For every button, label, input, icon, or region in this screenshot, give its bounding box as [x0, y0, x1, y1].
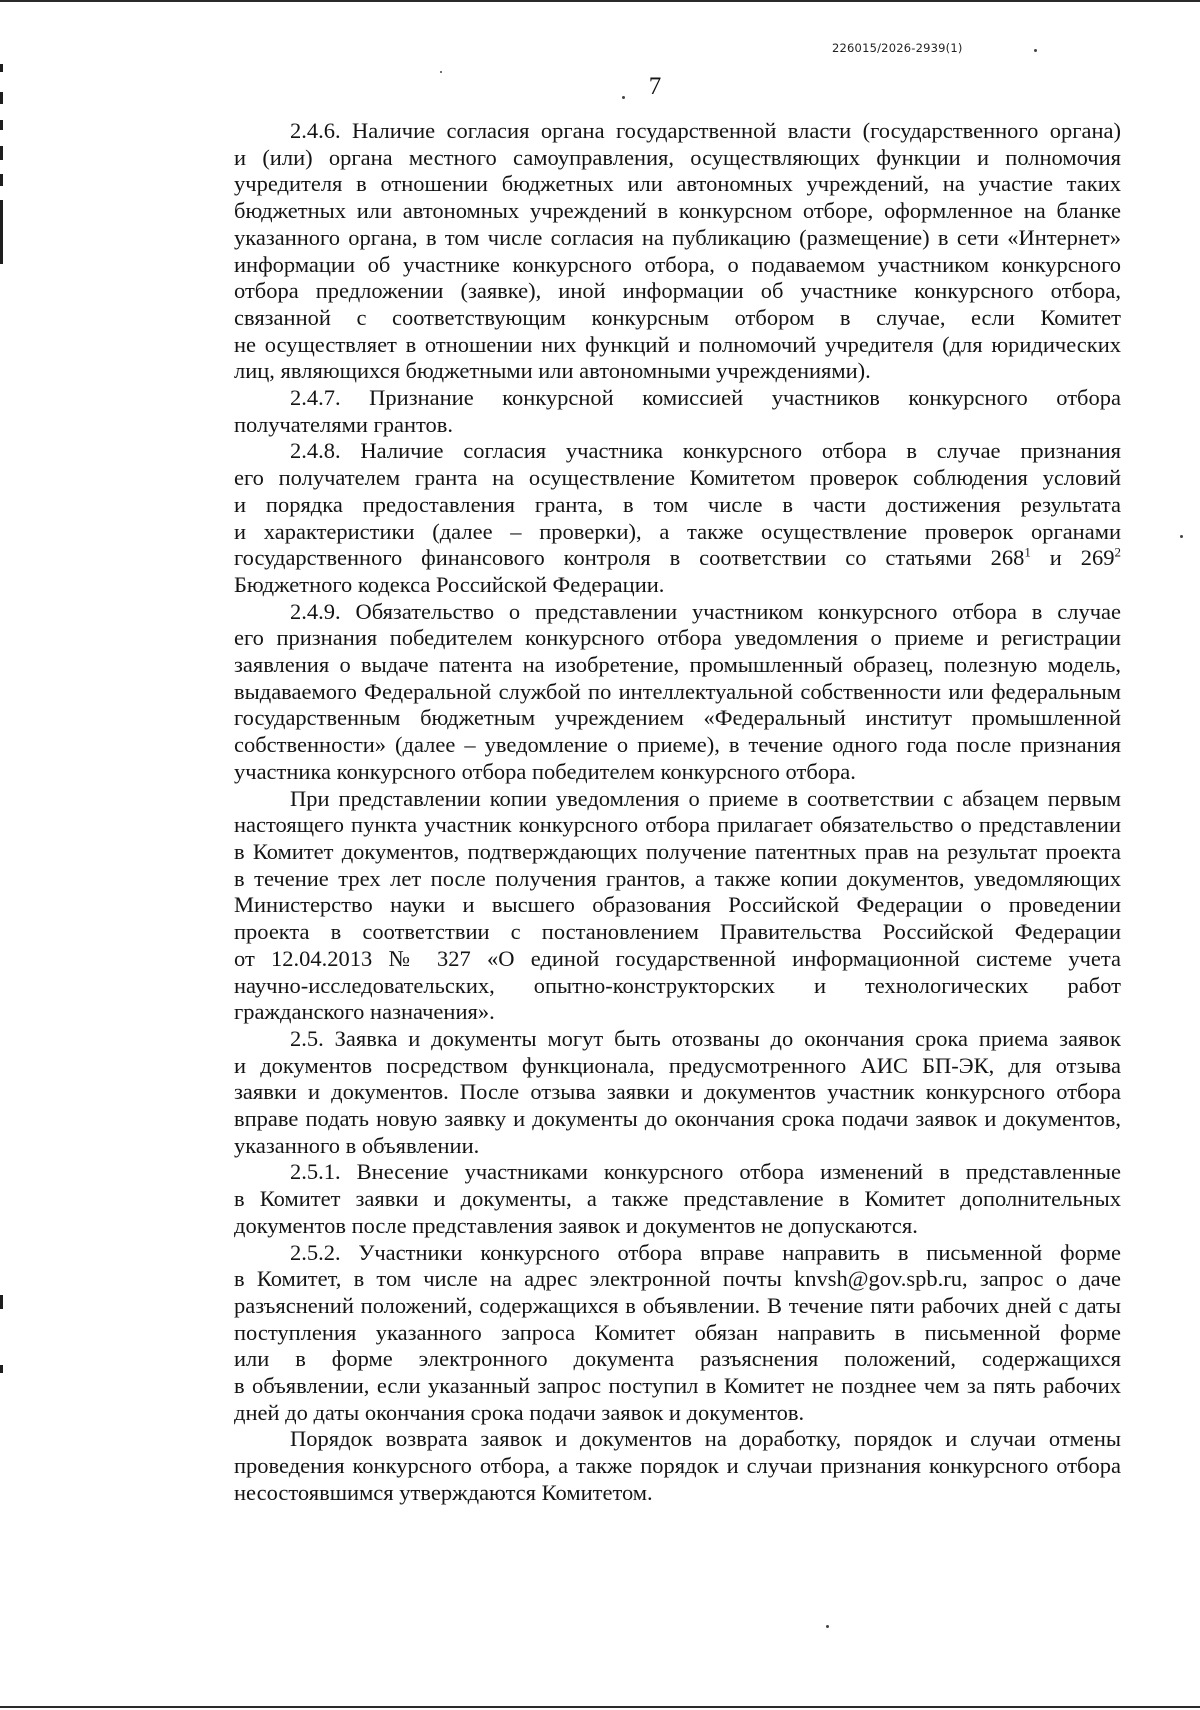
text-line: в Комитет документов, подтверждающих получение патентных прав на результат проекта — [234, 838, 1121, 864]
text-line: поступления указанного запроса Комитет обязан направить в письменной форме — [234, 1319, 1121, 1345]
text-line: Порядок возврата заявок и документов на доработку, порядок и случаи отмены — [290, 1426, 1121, 1452]
scan-edge-top — [0, 0, 1200, 2]
paragraph-2-4-7 — [178, 385, 1121, 438]
text-line: указанного в объявлении. — [234, 1132, 480, 1158]
paragraph-2-5 — [178, 1026, 1121, 1160]
paragraph-2-5-2 — [178, 1240, 1121, 1427]
document-registration-number: 226015/2026-2939(1) — [832, 41, 963, 55]
scan-margin-mark — [0, 92, 3, 104]
text-line: выдаваемого Федеральной службой по интеллектуальной собственности или федеральным — [234, 678, 1121, 704]
text-line: Бюджетного кодекса Российской Федерации. — [234, 571, 665, 597]
scan-margin-mark — [0, 1295, 3, 1309]
text-line: При представлении копии уведомления о приеме в соответствии с абзацем первым — [290, 785, 1121, 811]
text-line: государственным бюджетным учреждением «Федеральный институт промышленной — [234, 705, 1121, 731]
text-line: разъяснений положений, содержащихся в объявлении. В течение пяти рабочих дней с даты — [234, 1292, 1121, 1318]
text-line: проекта в соответствии с постановлением Правительства Российской Федерации — [234, 919, 1121, 945]
text-line: настоящего пункта участник конкурсного отбора прилагает обязательство о представлении — [234, 812, 1121, 838]
scan-speck — [1034, 49, 1037, 52]
scan-margin-mark — [0, 174, 3, 186]
paragraph-2-4-9 — [178, 599, 1121, 786]
text-line: 2.5. Заявка и документы могут быть отозваны до окончания срока приема заявок — [290, 1025, 1121, 1051]
text-line: связанной с соответствующим конкурсным отбором в случае, если Комитет — [234, 304, 1121, 330]
scan-speck — [1180, 535, 1183, 538]
text-line: 2.4.7. Признание конкурсной комиссией участников конкурсного отбора — [290, 385, 1121, 411]
text-line: информации об участнике конкурсного отбора, о подаваемом участником конкурсного — [234, 251, 1121, 277]
scan-speck — [826, 1625, 829, 1628]
superscript: 2 — [1114, 545, 1121, 560]
text-line: в Комитет заявки и документы, а также представление в Комитет дополнительных — [234, 1186, 1121, 1212]
text-fragment: государственного финансового контроля в соответствии со статьями 268 — [234, 545, 1025, 571]
text-line: бюджетных или автономных учреждений в конкурсном отборе, оформленное на бланке — [234, 198, 1121, 224]
text-line: и (или) органа местного самоуправления, осуществляющих функции и полномочия — [234, 144, 1121, 170]
text-line: в течение трех лет после получения грантов, а также копии документов, уведомляющих — [234, 865, 1121, 891]
scan-margin-mark — [0, 120, 3, 130]
text-line: участника конкурсного отбора победителем конкурсного отбора. — [234, 758, 856, 784]
text-line: в объявлении, если указанный запрос поступил в Комитет не позднее чем за пять рабочих — [234, 1373, 1121, 1399]
text-line: лиц, являющихся бюджетными или автономными учреждениями). — [234, 358, 871, 384]
text-line: вправе подать новую заявку и документы до окончания срока подачи заявок и документов, — [234, 1106, 1121, 1132]
text-line: его получателем гранта на осуществление Комитетом проверок соблюдения условий — [234, 465, 1121, 491]
text-line: 2.5.2. Участники конкурсного отбора вправе направить в письменной форме — [290, 1239, 1121, 1265]
text-line: не осуществляет в отношении них функций и полномочий учредителя (для юридических — [234, 331, 1121, 357]
text-line: Министерство науки и высшего образования Российской Федерации о проведении — [234, 892, 1121, 918]
text-line: дней до даты окончания срока подачи заявок и документов. — [234, 1399, 805, 1425]
document-body — [178, 118, 1121, 1507]
text-line: заявки и документов. После отзыва заявки и документов участник конкурсного отбора — [234, 1079, 1121, 1105]
text-line: несостоявшимся утверждаются Комитетом. — [234, 1479, 653, 1505]
scan-speck — [440, 71, 442, 73]
text-line: документов после представления заявок и документов не допускаются. — [234, 1212, 918, 1238]
text-line: его признания победителем конкурсного отбора уведомления о приеме и регистрации — [234, 625, 1121, 651]
text-line: или в форме электронного документа разъяснения положений, содержащихся — [234, 1346, 1121, 1372]
text-line: в Комитет, в том числе на адрес электронной почты knvsh@gov.spb.ru, запрос о даче — [234, 1266, 1121, 1292]
text-fragment: и 269 — [1030, 545, 1115, 571]
text-line: 2.5.1. Внесение участниками конкурсного отбора изменений в представленные — [290, 1159, 1121, 1185]
scan-edge-bottom — [0, 1706, 1200, 1708]
text-line: проведения конкурсного отбора, а также порядок и случаи признания конкурсного отбора — [234, 1453, 1121, 1479]
text-line: учредителя в отношении бюджетных или автономных учреждений, на участие таких — [234, 171, 1121, 197]
text-line-with-superscripts — [178, 545, 1121, 572]
scan-margin-mark — [0, 1365, 3, 1373]
text-line: научно-исследовательских, опытно-конструкторских и технологических работ — [234, 972, 1121, 998]
scan-speck — [622, 96, 625, 99]
text-line: и характеристики (далее – проверки), а также осуществление проверок органами — [234, 518, 1121, 544]
text-line: указанного органа, в том числе согласия на публикацию (размещение) в сети «Интернет» — [234, 224, 1121, 250]
page-number: 7 — [648, 73, 662, 100]
scan-margin-mark — [0, 146, 3, 160]
paragraph-notice-copy — [178, 786, 1121, 1026]
text-line: от 12.04.2013 № 327 «О единой государственной информационной системе учета — [234, 945, 1121, 971]
text-line: получателями грантов. — [234, 411, 454, 437]
paragraph-return-procedure — [178, 1426, 1121, 1506]
text-line: отбора предложении (заявке), иной информации об участнике конкурсного отбора, — [234, 278, 1121, 304]
superscript: 1 — [1024, 545, 1031, 560]
text-line: 2.4.8. Наличие согласия участника конкурсного отбора в случае признания — [290, 438, 1121, 464]
paragraph-2-4-6 — [178, 118, 1121, 385]
text-line: заявления о выдаче патента на изобретение, промышленный образец, полезную модель, — [234, 652, 1121, 678]
text-line: 2.4.6. Наличие согласия органа государственной власти (государственного органа) — [290, 118, 1121, 143]
paragraph-2-5-1 — [178, 1159, 1121, 1239]
paragraph-2-4-8 — [178, 438, 1121, 598]
text-line: собственности» (далее – уведомление о приеме), в течение одного года после признания — [234, 732, 1121, 758]
text-line: 2.4.9. Обязательство о представлении участником конкурсного отбора в случае — [290, 598, 1121, 624]
text-line: и документов посредством функционала, предусмотренного АИС БП-ЭК, для отзыва — [234, 1052, 1121, 1078]
scan-margin-mark — [0, 200, 3, 264]
scan-margin-mark — [0, 64, 3, 72]
text-line: гражданского назначения». — [234, 999, 495, 1025]
text-line: и порядка предоставления гранта, в том числе в части достижения результата — [234, 491, 1121, 517]
